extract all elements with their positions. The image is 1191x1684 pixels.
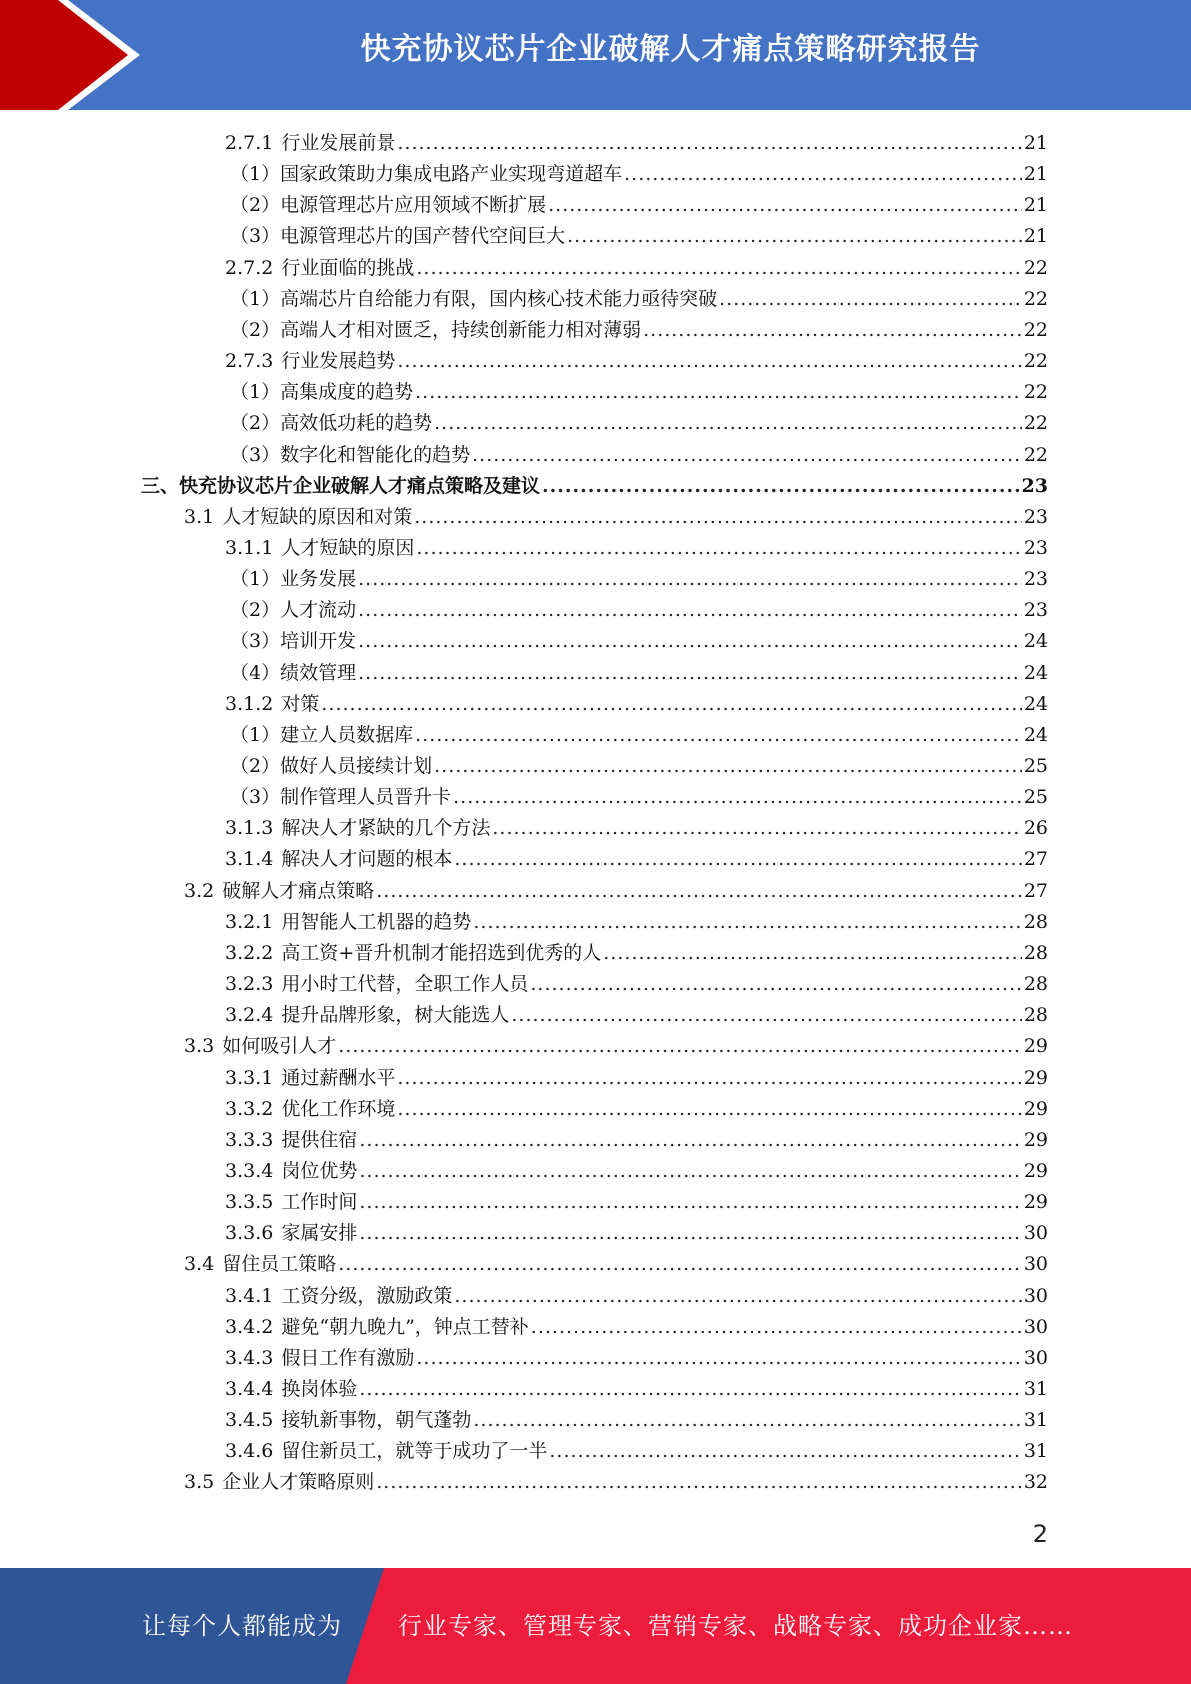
toc-entry-title: 行业面临的挑战 <box>281 256 415 279</box>
toc-entry-page: 30 <box>1023 1253 1048 1276</box>
toc-entry-page: 21 <box>1023 132 1048 154</box>
toc-entry-title: 工资分级，激励政策 <box>281 1284 453 1307</box>
toc-entry-page: 25 <box>1023 786 1048 809</box>
toc-entry[interactable] <box>225 1063 1048 1094</box>
header-chevron-icon <box>0 0 160 110</box>
toc-leader-dots <box>454 1281 1021 1312</box>
toc-entry-page: 29 <box>1023 1191 1048 1214</box>
toc-entry-number: （1） <box>230 568 281 591</box>
toc-entry-page: 25 <box>1023 755 1048 777</box>
toc-entry[interactable] <box>225 1436 1048 1467</box>
toc-entry-page: 21 <box>1023 225 1048 248</box>
toc-entry[interactable] <box>184 1031 1048 1062</box>
toc-leader-dots <box>416 253 1021 284</box>
toc-entry-number: 3.3.3 <box>225 1128 274 1151</box>
toc-entry-page: 21 <box>1023 194 1048 217</box>
toc-entry-title: 提供住宿 <box>281 1128 358 1151</box>
footer-banner <box>0 1568 1191 1684</box>
toc-leader-dots <box>434 408 1022 439</box>
toc-entry[interactable] <box>225 938 1048 969</box>
toc-entry-number: （4） <box>230 661 281 684</box>
toc-leader-dots <box>434 751 1022 782</box>
toc-entry-number: 3.4.1 <box>225 1284 274 1307</box>
footer-slogan-right: 行业专家、管理专家、营销专家、战略专家、成功企业家…… <box>398 1612 1073 1640</box>
toc-entry-number: （1） <box>230 723 281 746</box>
toc-entry-title: 接轨新事物，朝气蓬勃 <box>281 1409 472 1432</box>
toc-entry[interactable] <box>225 1281 1048 1312</box>
toc-leader-dots <box>359 1187 1021 1218</box>
toc-entry-page: 22 <box>1023 256 1048 279</box>
toc-entry[interactable] <box>225 969 1048 1000</box>
toc-entry-number: 3.3.4 <box>225 1159 274 1182</box>
toc-leader-dots <box>397 1094 1021 1125</box>
toc-entry-number: 3.2.2 <box>225 941 274 964</box>
toc-entry-number: 3.1.3 <box>225 817 274 840</box>
toc-leader-dots <box>338 1249 1022 1280</box>
toc-entry-title: 解决人才紧缺的几个方法 <box>281 817 491 840</box>
toc-entry[interactable] <box>225 1156 1048 1187</box>
toc-entry-title: 人才流动 <box>280 599 357 622</box>
toc-entry[interactable] <box>225 1125 1048 1156</box>
toc-entry[interactable] <box>230 782 1048 813</box>
toc-entry-page: 24 <box>1023 630 1048 653</box>
toc-entry-number: 3.2 <box>184 879 215 902</box>
toc-entry-number: 3.4 <box>184 1253 215 1276</box>
toc-entry-page: 23 <box>1021 474 1048 497</box>
toc-entry-title: 行业发展趋势 <box>281 350 396 373</box>
toc-leader-dots <box>542 471 1020 502</box>
toc-entry-title: 留住员工策略 <box>222 1253 337 1276</box>
toc-entry-title: 行业发展前景 <box>281 132 396 154</box>
toc-entry[interactable] <box>230 440 1048 471</box>
toc-entry-title: 数字化和智能化的趋势 <box>280 443 471 466</box>
toc-entry[interactable] <box>225 253 1048 284</box>
toc-entry-title: 用智能人工机器的趋势 <box>281 910 472 933</box>
toc-entry-title: 工作时间 <box>281 1191 358 1214</box>
toc-entry-page: 29 <box>1023 1128 1048 1151</box>
toc-entry-number: 3.1.4 <box>225 848 274 871</box>
toc-entry-page: 23 <box>1023 505 1048 528</box>
toc-leader-dots <box>473 907 1021 938</box>
toc-entry-page: 23 <box>1023 568 1048 591</box>
toc-entry-number: （1） <box>230 287 281 310</box>
toc-entry[interactable] <box>230 159 1048 190</box>
toc-entry-number: 3.3.1 <box>225 1066 274 1089</box>
toc-entry-title: 用小时工代替，全职工作人员 <box>281 973 529 996</box>
toc-entry[interactable] <box>184 502 1048 533</box>
toc-entry[interactable] <box>225 689 1048 720</box>
toc-entry-number: 3.5 <box>184 1471 215 1494</box>
toc-leader-dots <box>603 938 1022 969</box>
toc-entry-title: 如何吸引人才 <box>222 1035 337 1058</box>
toc-leader-dots <box>453 782 1022 813</box>
toc-entry[interactable] <box>225 1343 1048 1374</box>
toc-entry[interactable] <box>225 813 1048 844</box>
toc-leader-dots <box>492 813 1021 844</box>
toc-entry-title: 高端芯片自给能力有限，国内核心技术能力亟待突破 <box>280 287 718 310</box>
toc-entry-title: 做好人员接续计划 <box>280 755 433 777</box>
toc-entry-number: 3.1.1 <box>225 536 274 559</box>
toc-entry[interactable] <box>230 377 1048 408</box>
toc-entry[interactable] <box>184 1467 1048 1498</box>
toc-entry-title: 电源管理芯片应用领域不断扩展 <box>280 194 547 217</box>
toc-entry-page: 21 <box>1023 163 1048 186</box>
toc-entry-title: 优化工作环境 <box>281 1097 396 1120</box>
toc-entry[interactable] <box>225 1312 1048 1343</box>
toc-leader-dots <box>397 346 1021 377</box>
toc-entry-title: 企业人才策略原则 <box>222 1471 375 1494</box>
toc-entry-title: 假日工作有激励 <box>281 1346 415 1369</box>
report-header <box>0 0 1191 110</box>
toc-entry[interactable] <box>184 1249 1048 1280</box>
toc-entry-page: 29 <box>1023 1066 1048 1089</box>
toc-entry-number: 三、 <box>141 474 180 497</box>
toc-entry[interactable] <box>225 1094 1048 1125</box>
toc-leader-dots <box>338 1031 1022 1062</box>
toc-entry[interactable] <box>230 658 1048 689</box>
toc-entry-number: 3.3 <box>184 1035 215 1058</box>
toc-leader-dots <box>473 1405 1021 1436</box>
toc-leader-dots <box>397 1063 1021 1094</box>
toc-entry-number: 3.1 <box>184 505 215 528</box>
toc-leader-dots <box>549 1436 1021 1467</box>
toc-entry[interactable] <box>225 533 1048 564</box>
toc-entry[interactable] <box>230 221 1048 252</box>
toc-entry-page: 22 <box>1023 412 1048 435</box>
toc-entry[interactable] <box>230 720 1048 751</box>
toc-entry[interactable] <box>141 471 1048 502</box>
toc-entry-title: 高集成度的趋势 <box>280 381 414 404</box>
toc-entry-title: 制作管理人员晋升卡 <box>280 786 452 809</box>
toc-entry-title: 破解人才痛点策略 <box>222 879 375 902</box>
toc-entry-page: 24 <box>1023 692 1048 715</box>
toc-entry-number: 3.4.6 <box>225 1440 274 1463</box>
toc-entry-number: 3.3.5 <box>225 1191 274 1214</box>
toc-entry-number: （3） <box>230 630 281 653</box>
toc-entry[interactable] <box>230 284 1048 315</box>
toc-entry-number: （1） <box>230 163 281 186</box>
toc-entry[interactable] <box>230 564 1048 595</box>
toc-entry-page: 31 <box>1023 1440 1048 1463</box>
toc-entry[interactable] <box>230 626 1048 657</box>
toc-entry-page: 23 <box>1023 536 1048 559</box>
toc-entry[interactable] <box>225 1218 1048 1249</box>
toc-entry-title: 业务发展 <box>280 568 357 591</box>
toc-entry-title: 换岗体验 <box>281 1378 358 1400</box>
toc-leader-dots <box>358 564 1022 595</box>
toc-leader-dots <box>567 221 1022 252</box>
toc-entry-number: 3.2.1 <box>225 910 274 933</box>
toc-leader-dots <box>548 190 1022 221</box>
toc-entry-number: （3） <box>230 225 281 248</box>
toc-entry[interactable] <box>225 1187 1048 1218</box>
toc-entry-number: （3） <box>230 443 281 466</box>
toc-entry-number: （1） <box>230 381 281 404</box>
toc-entry[interactable] <box>225 1405 1048 1436</box>
toc-entry-page: 31 <box>1023 1409 1048 1432</box>
toc-entry-page: 22 <box>1023 318 1048 341</box>
toc-entry[interactable] <box>225 1000 1048 1031</box>
toc-entry-number: （2） <box>230 599 281 622</box>
toc-entry-page: 29 <box>1023 1159 1048 1182</box>
toc-entry-title: 避免“朝九晚九”，钟点工替补 <box>281 1315 529 1338</box>
toc-entry-number: 3.3.6 <box>225 1222 274 1245</box>
toc-entry-page: 22 <box>1023 287 1048 310</box>
toc-entry[interactable] <box>230 408 1048 439</box>
toc-entry-page: 24 <box>1023 661 1048 684</box>
toc-entry-title: 高效低功耗的趋势 <box>280 412 433 435</box>
toc-entry-number: 3.2.3 <box>225 973 274 996</box>
toc-entry-number: 3.4.2 <box>225 1315 274 1338</box>
toc-entry-number: （3） <box>230 786 281 809</box>
toc-entry-title: 国家政策助力集成电路产业实现弯道超车 <box>280 163 623 186</box>
toc-entry-page: 28 <box>1023 973 1048 996</box>
toc-entry[interactable] <box>230 315 1048 346</box>
toc-entry-number: 3.2.4 <box>225 1004 274 1027</box>
toc-entry-page: 29 <box>1023 1097 1048 1120</box>
toc-entry-page: 30 <box>1023 1284 1048 1307</box>
toc-entry-title: 电源管理芯片的国产替代空间巨大 <box>280 225 566 248</box>
toc-entry-page: 32 <box>1023 1471 1048 1494</box>
toc-entry[interactable] <box>225 844 1048 875</box>
toc-entry-page: 24 <box>1023 723 1048 746</box>
toc-entry-title: 通过薪酬水平 <box>281 1066 396 1089</box>
toc-leader-dots <box>414 502 1022 533</box>
toc-leader-dots <box>415 377 1022 408</box>
toc-leader-dots <box>358 626 1022 657</box>
toc-entry-title: 解决人才问题的根本 <box>281 848 453 871</box>
toc-entry-page: 28 <box>1023 941 1048 964</box>
toc-entry-page: 28 <box>1023 910 1048 933</box>
toc-entry-page: 28 <box>1023 1004 1048 1027</box>
toc-leader-dots <box>358 658 1022 689</box>
toc-entry-number: （2） <box>230 194 281 217</box>
toc-entry[interactable] <box>230 751 1048 782</box>
toc-leader-dots <box>358 595 1022 626</box>
toc-entry-page: 30 <box>1023 1222 1048 1245</box>
toc-leader-dots <box>719 284 1022 315</box>
toc-entry-number: 3.3.2 <box>225 1097 274 1120</box>
toc-leader-dots <box>511 1000 1021 1031</box>
toc-entry-number: 2.7.3 <box>225 350 274 373</box>
toc-leader-dots <box>624 159 1022 190</box>
toc-entry-title: 岗位优势 <box>281 1159 358 1182</box>
toc-entry[interactable] <box>230 595 1048 626</box>
toc-entry-page: 27 <box>1023 879 1048 902</box>
toc-entry-title: 建立人员数据库 <box>280 723 414 746</box>
toc-entry-title: 对策 <box>281 692 320 715</box>
toc-entry-number: 3.4.5 <box>225 1409 274 1432</box>
footer-slogan-left: 让每个人都能成为 <box>142 1612 342 1640</box>
page-number: 2 <box>1032 1520 1048 1548</box>
toc-leader-dots <box>416 1343 1021 1374</box>
toc-entry[interactable] <box>225 128 1048 159</box>
toc-entry-page: 26 <box>1023 817 1048 840</box>
toc-entry[interactable] <box>184 876 1048 907</box>
toc-leader-dots <box>531 1312 1022 1343</box>
toc-entry[interactable] <box>230 190 1048 221</box>
toc-leader-dots <box>359 1374 1021 1405</box>
toc-entry-page: 22 <box>1023 443 1048 466</box>
toc-entry[interactable] <box>225 907 1048 938</box>
toc-entry-number: 2.7.2 <box>225 256 274 279</box>
toc-entry-page: 22 <box>1023 381 1048 404</box>
toc-entry-title: 快充协议芯片企业破解人才痛点策略及建议 <box>179 474 541 497</box>
toc-entry-number: 3.1.2 <box>225 692 274 715</box>
toc-leader-dots <box>415 720 1022 751</box>
toc-entry-title: 人才短缺的原因和对策 <box>222 505 413 528</box>
toc-entry-page: 22 <box>1023 350 1048 373</box>
toc-entry-number: 3.4.3 <box>225 1346 274 1369</box>
toc-entry-title: 培训开发 <box>280 630 357 653</box>
toc-entry-page: 29 <box>1023 1035 1048 1058</box>
toc-entry-title: 人才短缺的原因 <box>281 536 415 559</box>
toc-leader-dots <box>359 1125 1021 1156</box>
toc-entry-title: 高工资+晋升机制才能招选到优秀的人 <box>281 941 602 964</box>
toc-entry-title: 提升品牌形象，树大能选人 <box>281 1004 510 1027</box>
toc-leader-dots <box>643 315 1022 346</box>
toc-entry-title: 家属安排 <box>281 1222 358 1245</box>
toc-leader-dots <box>530 969 1021 1000</box>
toc-leader-dots <box>472 440 1022 471</box>
toc-entry-title: 留住新员工，就等于成功了一半 <box>281 1440 548 1463</box>
toc-entry-number: （2） <box>230 318 281 341</box>
toc-leader-dots <box>321 689 1021 720</box>
report-title: 快充协议芯片企业破解人才痛点策略研究报告 <box>360 32 981 67</box>
toc-leader-dots <box>397 128 1021 159</box>
toc-entry-number: 3.4.4 <box>225 1378 274 1400</box>
toc-leader-dots <box>359 1156 1021 1187</box>
toc-leader-dots <box>454 844 1021 875</box>
toc-leader-dots <box>359 1218 1021 1249</box>
toc-entry[interactable] <box>225 346 1048 377</box>
toc-entry-page: 30 <box>1023 1346 1048 1369</box>
toc-entry-title: 绩效管理 <box>280 661 357 684</box>
toc-entry-page: 30 <box>1023 1315 1048 1338</box>
toc-entry-page: 27 <box>1023 848 1048 871</box>
toc-entry-number: （2） <box>230 412 281 435</box>
toc-entry-page: 31 <box>1023 1378 1048 1400</box>
toc-entry[interactable] <box>225 1374 1048 1405</box>
toc-leader-dots <box>416 533 1021 564</box>
toc-entry-number: 2.7.1 <box>225 132 274 154</box>
toc-entry-number: （2） <box>230 755 281 777</box>
toc-entry-page: 23 <box>1023 599 1048 622</box>
toc-leader-dots <box>376 1467 1022 1498</box>
toc-leader-dots <box>376 876 1022 907</box>
toc-entry-title: 高端人才相对匮乏，持续创新能力相对薄弱 <box>280 318 642 341</box>
